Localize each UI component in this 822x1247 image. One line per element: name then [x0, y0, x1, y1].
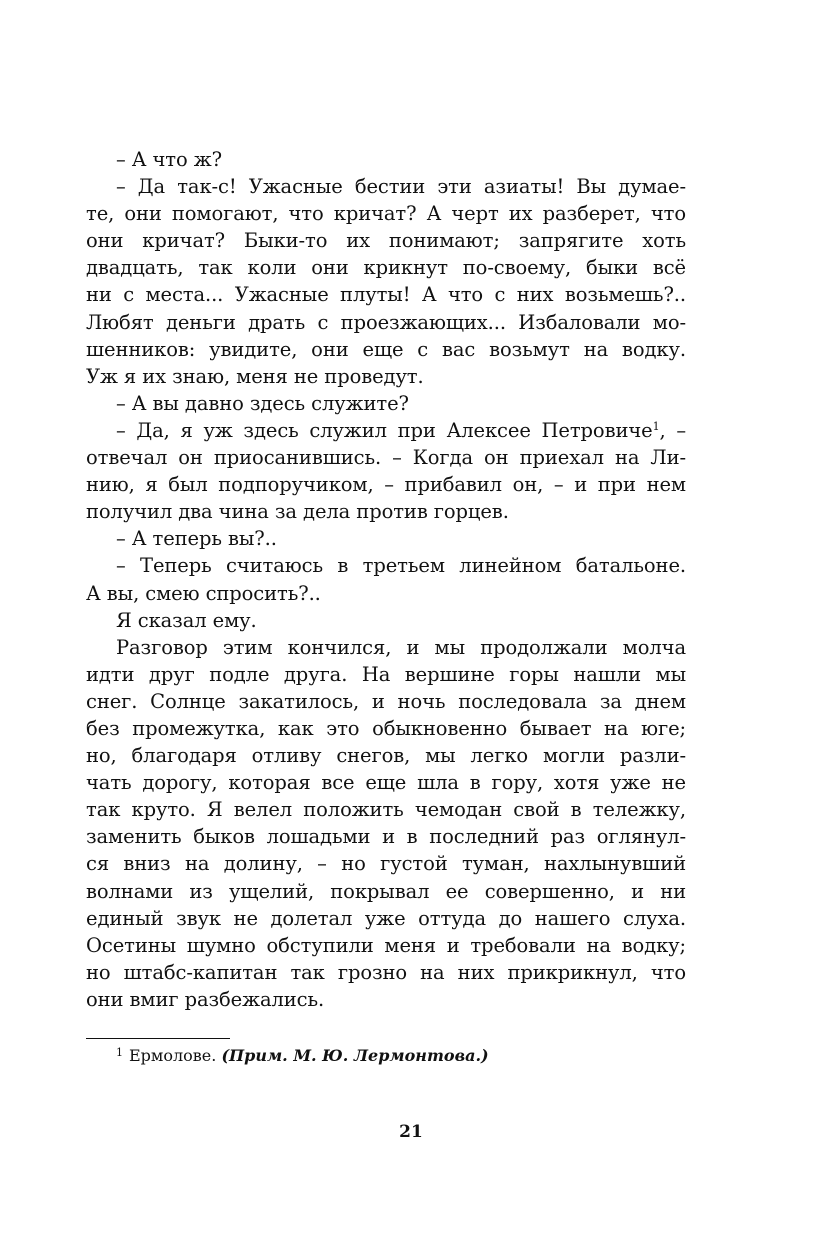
text-line: Уж я их знаю, меня не проведут. — [86, 364, 424, 388]
footnote-attribution: (Прим. М. Ю. Лермонтова.) — [221, 1046, 489, 1065]
text-line: отвечал он приосанившись. – Когда он приехал на Ли- — [86, 446, 686, 470]
paragraph — [86, 390, 686, 417]
paragraph — [86, 146, 686, 173]
main-text — [86, 146, 686, 1013]
paragraph — [86, 634, 686, 1013]
footnote — [116, 1042, 676, 1067]
text-line: А вы, смею спросить?.. — [86, 581, 321, 605]
text-line: единый звук не долетал уже оттуда до нашего слуха. — [86, 906, 686, 930]
text-line: – Да так-с! Ужасные бестии эти азиаты! Вы думае- — [116, 175, 686, 199]
paragraph — [86, 525, 686, 552]
text-line — [86, 417, 686, 444]
text-line: заменить быков лошадьми и в последний раз оглянул- — [86, 825, 686, 849]
text-line: волнами из ущелий, покрывал ее совершенно, и ни — [86, 879, 686, 903]
footnote-number: 1 — [116, 1046, 123, 1059]
text-line: – А вы давно здесь служите? — [116, 391, 409, 415]
paragraph — [86, 552, 686, 606]
paragraph — [86, 417, 686, 525]
text-line: – А теперь вы?.. — [116, 527, 277, 551]
footnote-reference[interactable]: 1 — [652, 419, 660, 433]
text-line: шенников: увидите, они еще с вас возьмут на водку. — [86, 337, 686, 361]
text-line: нию, я был подпоручиком, – прибавил он, – и при нем — [86, 473, 686, 497]
text-line: Любят деньги драть с проезжающих... Избаловали мо- — [86, 310, 686, 334]
text-line: ся вниз на долину, – но густой туман, нахлынувший — [86, 852, 686, 876]
text-segment: – Да, я уж здесь служил при Алексее Петровиче — [116, 418, 653, 442]
text-line: двадцать, так коли они крикнут по-своему, быки всё — [86, 256, 686, 280]
text-line: без промежутка, как это обыкновенно бывает на юге; — [86, 716, 686, 740]
footnote-separator — [86, 1038, 230, 1039]
text-line: идти друг подле друга. На вершине горы нашли мы — [86, 662, 686, 686]
page-number: 21 — [399, 1122, 423, 1142]
text-line: так круто. Я велел положить чемодан свой в тележку, — [86, 798, 686, 822]
text-line: но, благодаря отливу снегов, мы легко могли разли- — [86, 744, 686, 768]
text-line: чать дорогу, которая все еще шла в гору, хотя уже не — [86, 771, 686, 795]
text-line: Разговор этим кончился, и мы продолжали молча — [116, 635, 686, 659]
text-segment: , – — [659, 418, 686, 442]
text-line: но штабс-капитан так грозно на них прикрикнул, что — [86, 960, 686, 984]
text-line: те, они помогают, что кричат? А черт их разберет, что — [86, 202, 686, 226]
text-line: – Теперь считаюсь в третьем линейном батальоне. — [116, 554, 686, 578]
text-line: Осетины шумно обступили меня и требовали на водку; — [86, 933, 686, 957]
text-line: они кричат? Быки-то их понимают; запрягите хоть — [86, 229, 686, 253]
text-line: – А что ж? — [116, 148, 222, 171]
footnote-text: Ермолове. — [129, 1046, 217, 1065]
paragraph — [86, 607, 686, 634]
text-line: Я сказал ему. — [116, 608, 257, 632]
paragraph — [86, 173, 686, 390]
text-line: снег. Солнце закатилось, и ночь последовала за днем — [86, 689, 686, 713]
text-line: получил два чина за дела против горцев. — [86, 500, 509, 524]
text-line: ни с места... Ужасные плуты! А что с них возьмешь?.. — [86, 283, 686, 307]
text-line: они вмиг разбежались. — [86, 987, 325, 1011]
